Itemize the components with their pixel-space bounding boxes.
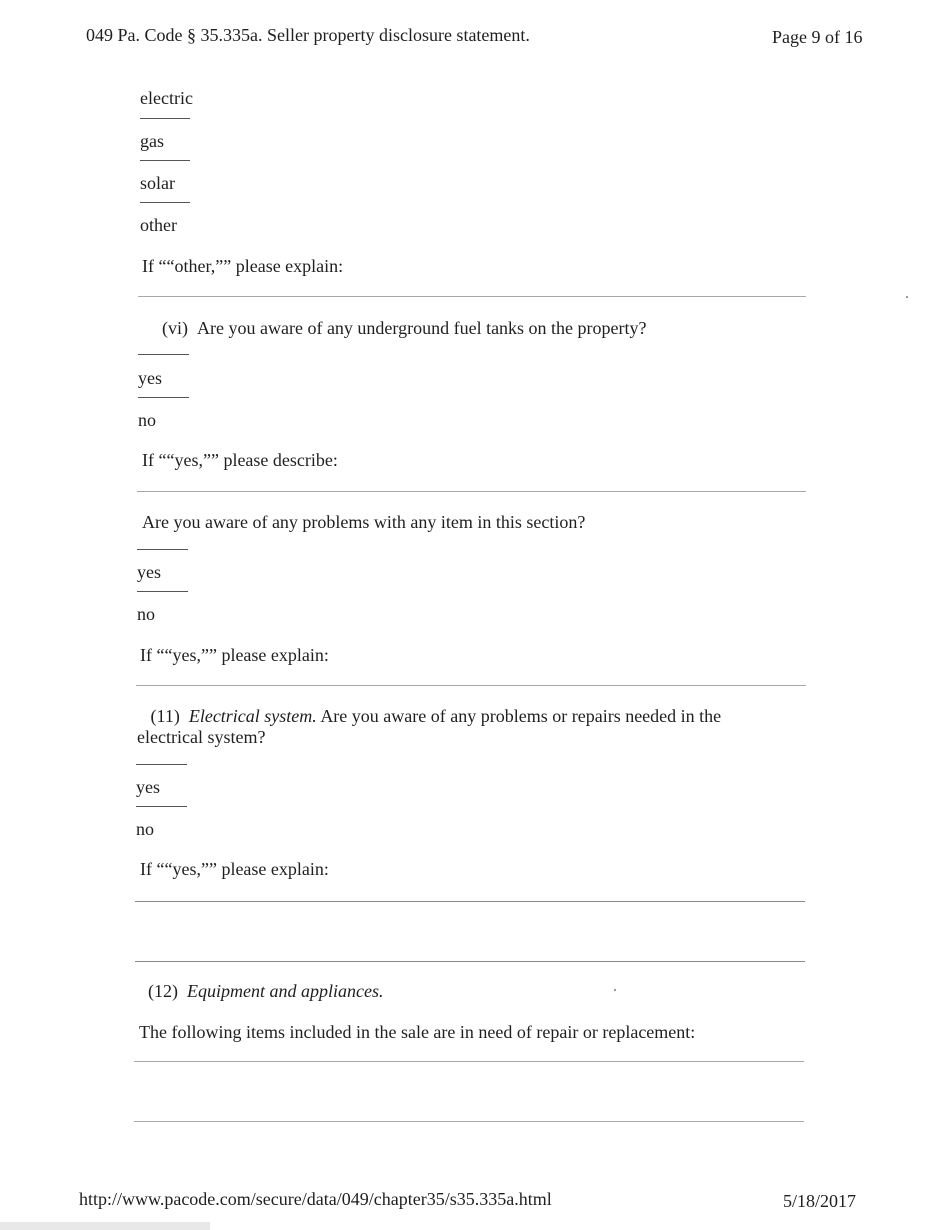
- scan-speck: [614, 989, 616, 991]
- blank-line-11-no[interactable]: [136, 806, 187, 807]
- question-vi-label: (vi): [162, 318, 188, 338]
- other-explain-label: If ““other,”” please explain:: [142, 256, 344, 276]
- question-11-followup: If ““yes,”” please explain:: [140, 859, 329, 879]
- page-number: Page 9 of 16: [772, 27, 863, 47]
- section-problems-followup: If ““yes,”” please explain:: [140, 645, 329, 665]
- question-12-number: (12): [148, 981, 178, 1001]
- footer-url[interactable]: http://www.pacode.com/secure/data/049/chapter35/s35.335a.html: [79, 1189, 552, 1209]
- question-11-answer-line-1[interactable]: [135, 901, 805, 902]
- blank-line-section-no[interactable]: [137, 591, 188, 592]
- blank-line-11-yes[interactable]: [136, 764, 187, 765]
- question-12-answer-line-2[interactable]: [134, 1121, 804, 1122]
- other-explain-line[interactable]: [138, 296, 806, 297]
- blank-line-vi-yes[interactable]: [138, 354, 189, 355]
- question-11-text: Are you aware of any problems or repairs needed in the electrical system?: [137, 706, 722, 747]
- question-11-number: (11): [150, 706, 180, 726]
- blank-line-solar[interactable]: [140, 160, 190, 161]
- scan-speck: [906, 296, 908, 298]
- question-11-title: Electrical system.: [188, 706, 317, 726]
- section-problems-answer-line[interactable]: [136, 685, 806, 686]
- section-problems-question: Are you aware of any problems with any item in this section?: [142, 512, 586, 532]
- question-11-no: no: [136, 819, 154, 839]
- option-gas: gas: [140, 131, 164, 151]
- blank-line-gas[interactable]: [140, 118, 190, 119]
- footer-date: 5/18/2017: [783, 1191, 857, 1211]
- question-12-title: Equipment and appliances.: [187, 981, 384, 1001]
- question-vi-followup: If ““yes,”” please describe:: [142, 450, 338, 470]
- question-vi-answer-line[interactable]: [137, 491, 806, 492]
- page-header-title: 049 Pa. Code § 35.335a. Seller property disclosure statement.: [86, 25, 530, 45]
- question-12-answer-line-1[interactable]: [134, 1061, 804, 1062]
- blank-line-vi-no[interactable]: [138, 397, 189, 398]
- option-solar: solar: [140, 173, 175, 193]
- section-problems-yes: yes: [137, 562, 161, 582]
- blank-line-section-yes[interactable]: [137, 549, 188, 550]
- option-other: other: [140, 215, 177, 235]
- blank-line-other[interactable]: [140, 202, 190, 203]
- question-vi-no: no: [138, 410, 156, 430]
- section-problems-no: no: [137, 604, 155, 624]
- question-11-answer-line-2[interactable]: [135, 961, 805, 962]
- question-vi-text: Are you aware of any underground fuel tanks on the property?: [197, 318, 647, 338]
- question-11-yes: yes: [136, 777, 160, 797]
- question-vi: [162, 318, 647, 340]
- question-12-text: The following items included in the sale are in need of repair or replacement:: [139, 1022, 696, 1042]
- question-11: [137, 706, 747, 748]
- question-12: [148, 981, 383, 1003]
- scan-edge-shadow: [0, 1222, 210, 1230]
- option-electric: electric: [140, 88, 193, 108]
- question-vi-yes: yes: [138, 368, 162, 388]
